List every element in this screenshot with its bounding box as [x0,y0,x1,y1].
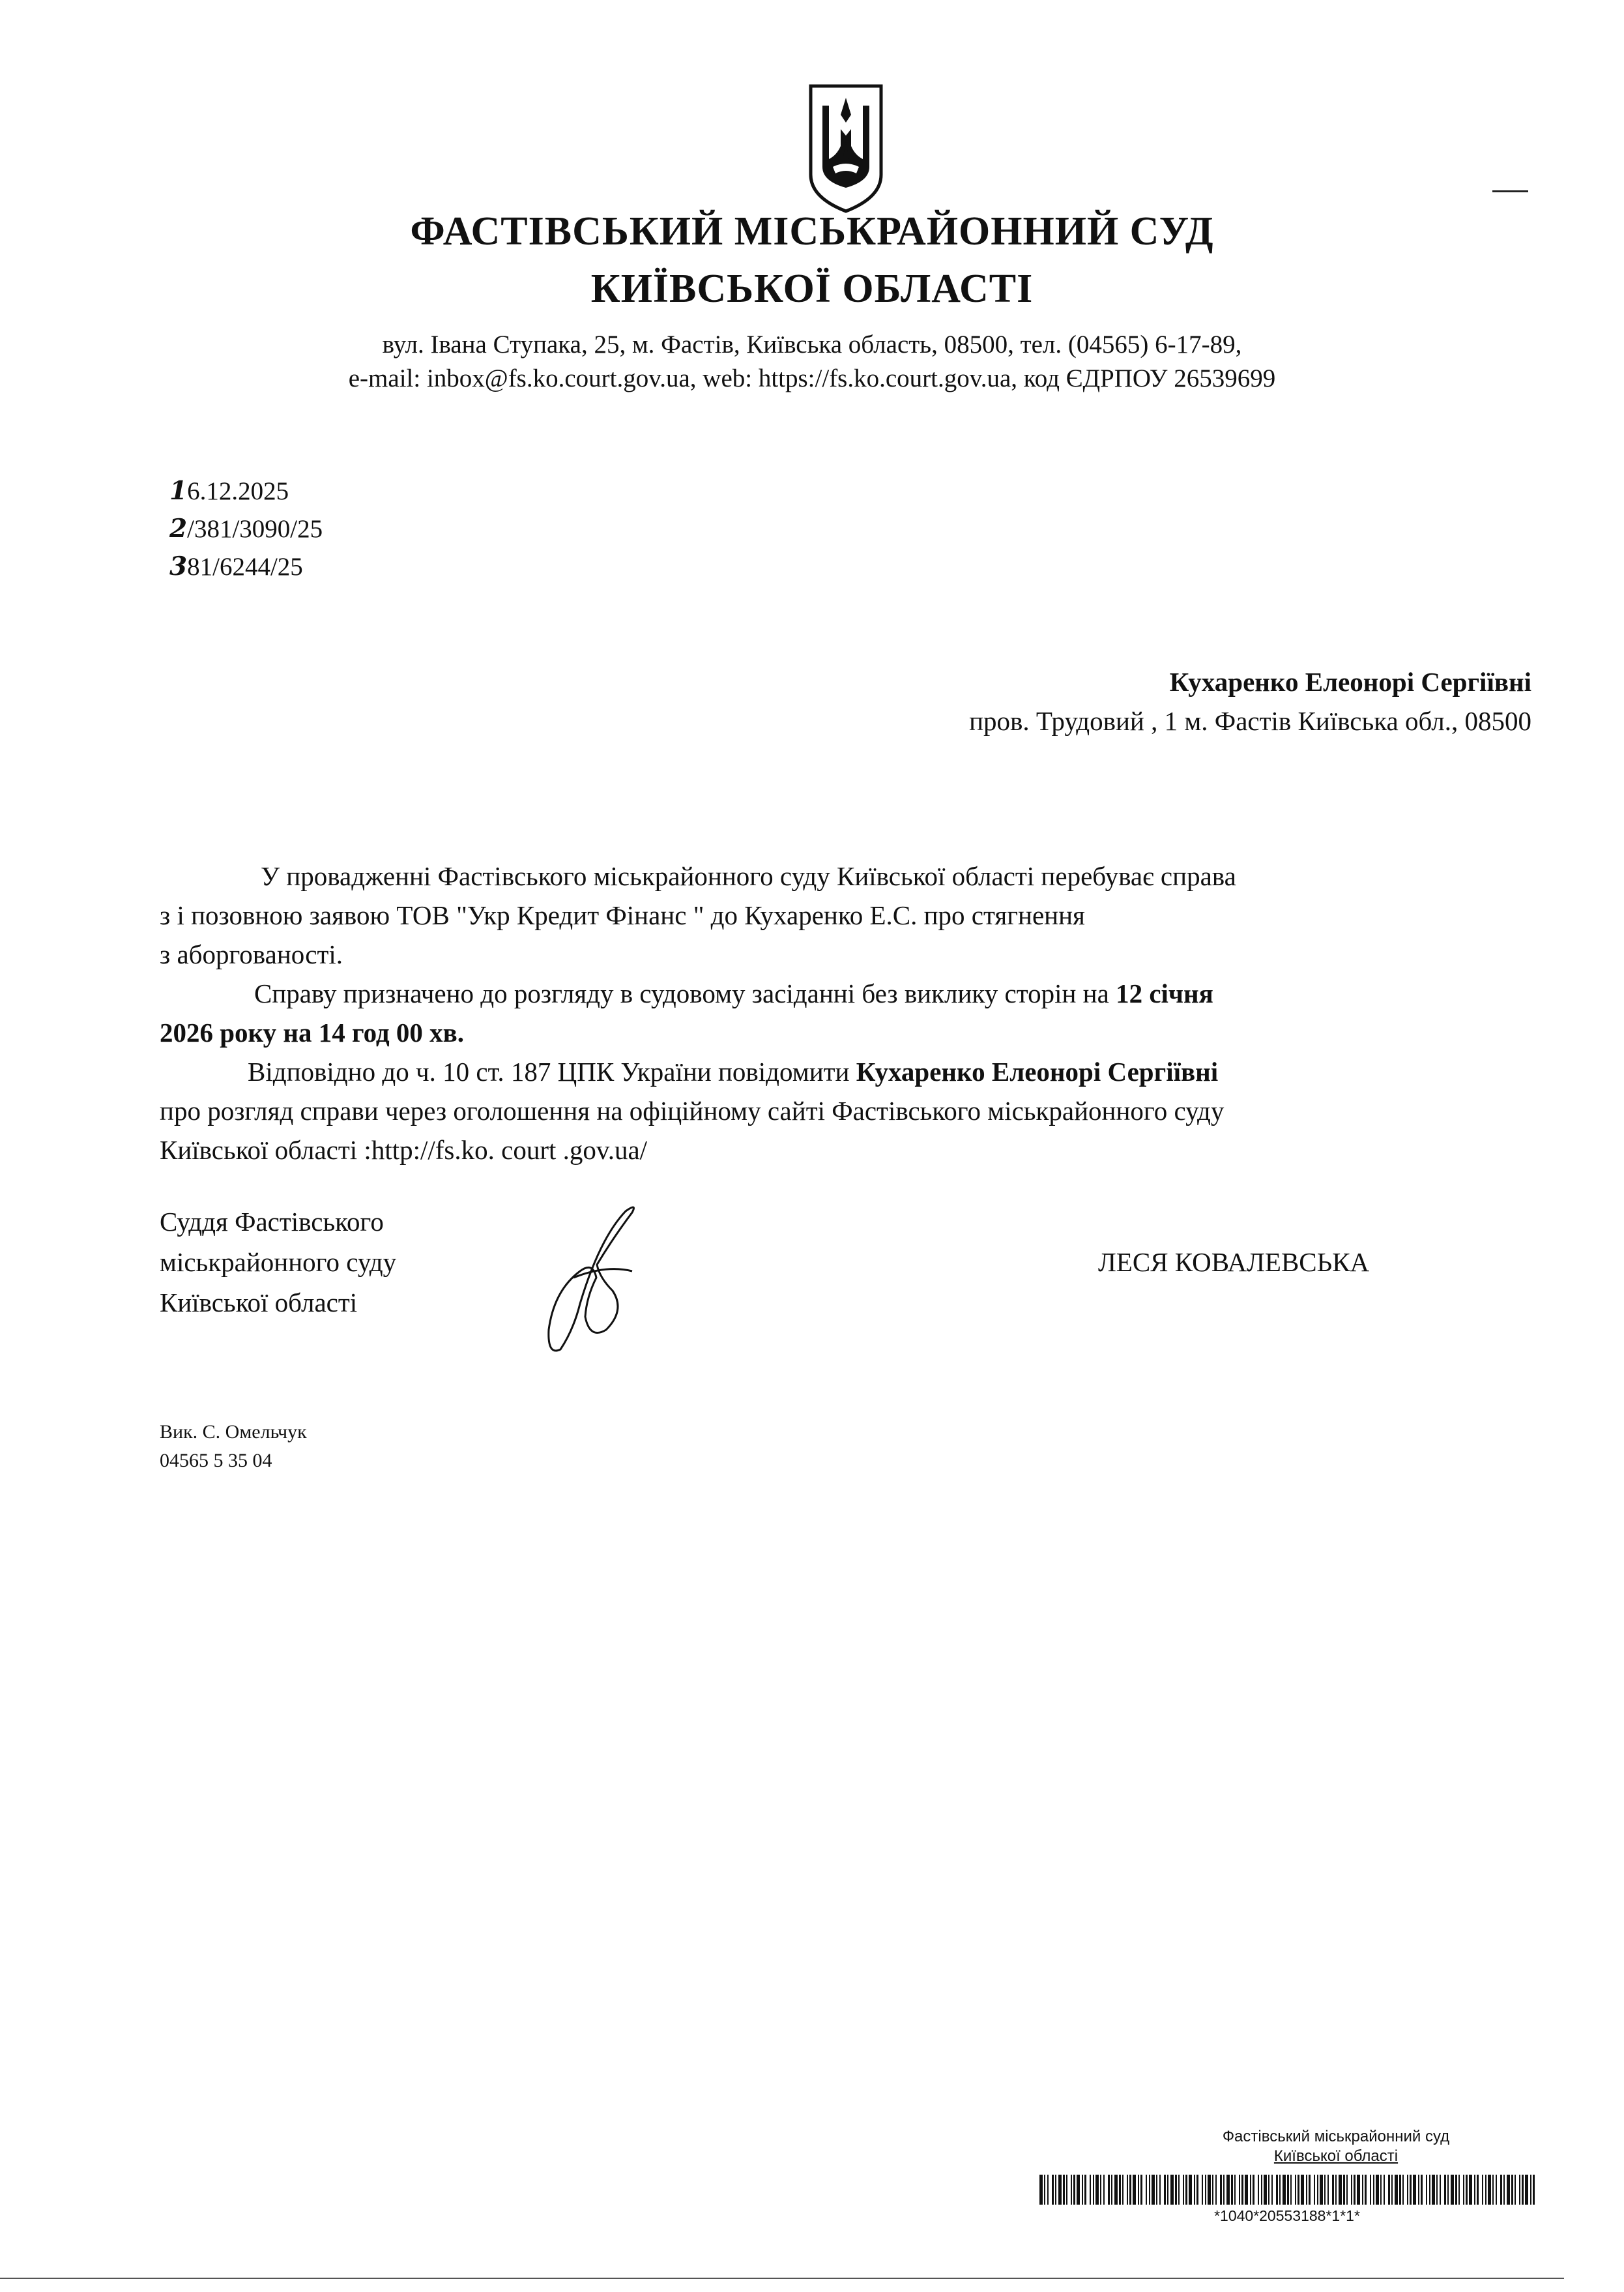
court-name-line1: ФАСТІВСЬКИЙ МІСЬКРАЙОННИЙ СУД [410,209,1214,254]
case-number-text: 81/6244/25 [187,553,303,581]
margin-mark [1492,190,1528,192]
body-paragraph1-line3: з аборгованості. [160,939,343,969]
recipient-name: Кухаренко Елеонорі Сергіївні [1169,667,1531,697]
recipient-address: пров. Трудовий , 1 м. Фастів Київська обл., 08500 [969,706,1531,736]
case-number-handwritten-digit: 3 [169,551,188,581]
executor-phone: 04565 5 35 04 [160,1450,272,1471]
hearing-date-bold: 12 січня [1116,978,1213,1008]
barcode-number: *1040*20553188*1*1* [1214,2207,1360,2224]
body-paragraph2-line1 [254,978,1548,1009]
hearing-sentence-text: Справу призначено до розгляду в судовому засіданні без виклику сторін на [254,978,1116,1008]
letter-date-text: 6.12.2025 [187,477,289,505]
body-paragraph3-line1 [248,1056,1548,1087]
outgoing-number-text: /381/3090/25 [187,515,323,543]
letter-date [169,476,289,506]
judge-name: ЛЕСЯ КОВАЛЕВСЬКА [1098,1247,1370,1277]
body-paragraph3-line2: про розгляд справи через оголошення на офіційному сайті Фастівського міськрайонного суду [160,1096,1225,1126]
outgoing-number-handwritten-digit: 2 [169,514,188,544]
case-number [169,551,303,581]
outgoing-number [169,514,323,544]
court-name-line2: КИЇВСЬКОЇ ОБЛАСТІ [590,267,1034,311]
trident-coat-of-arms-icon [807,83,885,214]
body-paragraph1-line1: У провадженні Фастівського міськрайонного суду Київської області перебуває справа [261,861,1236,891]
judge-title-line3: Київської області [160,1287,358,1317]
barcode [1039,2175,1535,2205]
footer-court-name-line1: Фастівський міськрайонний суд [1222,2128,1450,2145]
court-address: вул. Івана Ступака, 25, м. Фастів, Київська область, 08500, тел. (04565) 6-17-89, [382,331,1242,359]
notice-recipient-bold: Кухаренко Елеонорі Сергіївні [856,1057,1219,1087]
body-paragraph1-line2: з і позовною заявою ТОВ "Укр Кредит Фінанс " до Кухаренко Е.С. про стягнення [160,900,1085,930]
letter-date-handwritten-digit: 1 [169,476,188,506]
body-paragraph3-line3: Київської області :http://fs.ko. court .gov.ua/ [160,1135,648,1165]
notice-sentence-text: Відповідно до ч. 10 ст. 187 ЦПК України повідомити [248,1057,856,1087]
footer-court-name-line2: Київської області [1273,2147,1399,2165]
scan-edge-line [0,2278,1564,2279]
judge-title-line2: міськрайонного суду [160,1247,397,1277]
executor-name: Вик. С. Омельчук [160,1421,307,1443]
handwritten-signature [534,1199,652,1362]
body-paragraph2-line2: 2026 року на 14 год 00 хв. [160,1018,465,1048]
court-contacts: e-mail: inbox@fs.ko.court.gov.ua, web: https://fs.ko.court.gov.ua, код ЄДРПОУ 26539699 [348,364,1276,392]
judge-title-line1: Суддя Фастівського [160,1207,384,1237]
